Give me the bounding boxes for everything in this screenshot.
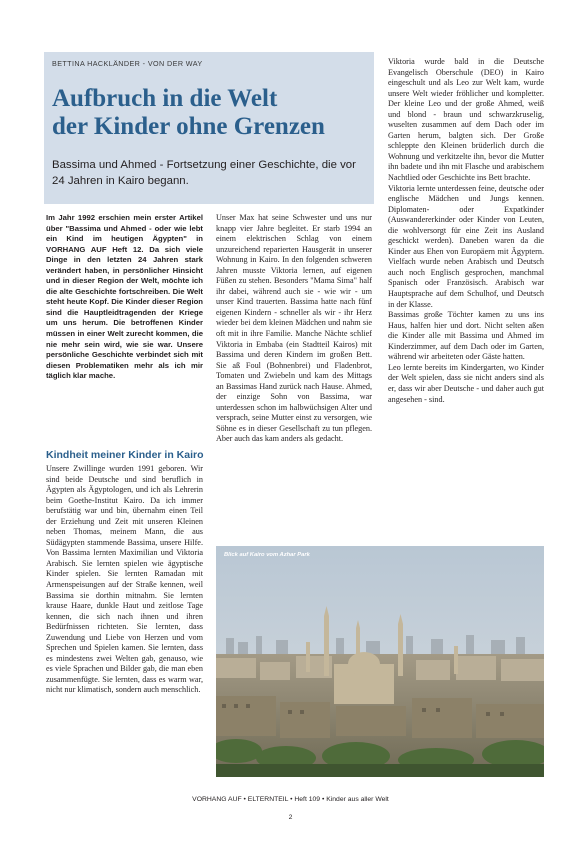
page-footer: VORHANG AUF • ELTERNTEIL • Heft 109 • Kinder aus aller Welt — [192, 796, 389, 803]
column-3-body — [388, 57, 544, 405]
author-line: BETTINA HACKLÄNDER - VON DER WAY — [52, 59, 203, 68]
column-2-text: Unser Max hat seine Schwester und uns nur knapp vier Jahre begleitet. Er starb 1994 an einem elektrischen Schlag von einem unzureichend reparierten Hausgerät in unserer Wohnung in Kairo. In den folgenden schweren Jahren musste Viktoria lernen, auf eigenen Füßen zu stehen. Besonders "Mama Sima" half ihr dabei, während auch sie - wie wir - um unser Kind trauerten. Bassima hatte nach fünf eigenen Kindern - schneller als wir - ihr Herz wieder bei dem kleinen Mädchen und nahm sie oft mit in ihre Familie. Manche Nächte schlief Viktoria in Embaba (ein Stadtteil Kairos) mit Bassima und deren Kindern im großen Bett. Sie aß Foul (Bohnenbrei) und Fladenbrot, Tomaten und Zwiebeln und kam des Mittags an Bassimas Hand zurück nach Hause. Ahmed, der einzige Sohn von Bassima, war unterdessen schon im halbwüchsigen Alter und versprach, seine Mutter einst zu versorgen, wie Söhne es in dieser Gesellschaft zu tun pflegen. Aber auch das kam anders als gedacht. — [216, 213, 372, 444]
section-heading: Kindheit meiner Kinder in Kairo — [46, 449, 204, 461]
photo-caption: Blick auf Kairo vom Azhar Park — [224, 552, 310, 558]
column-2-body — [216, 213, 372, 445]
column-3-paragraph-1: Viktoria wurde bald in die Deutsche Evangelisch Oberschule (DEO) in Kairo eingeschult und als Leo zur Welt kam, wurde unsere Welt wieder fröhlicher und kompletter. Der kleine Leo und der große Ahmed, weiß und blond - braun und schwarzkruselig, wuselten zusammen auf dem Dach oder im Garten herum, balgten sich. Der Große schleppte den Kleinen brüderlich durch die Wohnung und verkitzelte ihn, bevor die Mutter ihn badete und ihn mit Flasche und arabischem Nachtlied oder Geschichte ins Bett brachte. — [388, 57, 544, 183]
column-1-text: Unsere Zwillinge wurden 1991 geboren. Wir sind beide Deutsche und sind beruflich in Ägypten als Ägyptologen, und ich als Lehrerin beim Goethe-Institut Kairo. Da ich immer berufstätig war und bin, übernahm einen Teil der Erziehung und Zeit mit unseren Kleinen neben Thomas, meinem Mann, die aus Südägypten stammende Bassima, unsere Hilfe. Von Bassima lernten Maximilian und Viktoria Arabisch. Sie lernten spielen wie ägyptische Kinder spielen. Sie lernten Ramadan mit Armenspeisungen auf der Straße kennen, weil Bassima sie dorthin mitnahm. Sie lernten krause Haare, dunkle Haut und zeitlose Tage kennen, die sich nach ihnen und ihren Bedürfnissen richteten. Sie lernten, dass Zuwendung und Liebe von Herzen und vom Sprechen und Spielen kamen. Sie lernten, dass es mindestens zwei Welten gab, genauso, wie es viele Sprachen und Bilder gab, die man eben zusammenfügte. Sie lernten, dass es warm war, nicht nur klimatisch, sondern auch menschlich. — [46, 464, 203, 695]
article-subtitle: Bassima und Ahmed - Fortsetzung einer Geschichte, die vor 24 Jahren in Kairo begann. — [52, 159, 356, 187]
title-box — [44, 52, 374, 204]
title-line-2: der Kinder ohne Grenzen — [52, 113, 325, 140]
column-3-paragraph-4: Leo lernte bereits im Kindergarten, wo Kinder der Welt spielen, dass sie nicht anders sind als er, dass wir aber Deutsche - und daher auch gut angesehen - sind. — [388, 362, 544, 404]
article-title — [52, 85, 372, 141]
page-number: 2 — [288, 814, 293, 821]
cairo-cityscape-illustration — [216, 546, 544, 777]
column-3-paragraph-3: Bassimas große Töchter kamen zu uns ins Haus, halfen hier und dort. Nicht selten aßen die Kinder alle mit Bassima und Ahmed im Kinderzimmer, auf dem Dach oder im Garten, während wir arbeiteten oder Gäste hatten. — [388, 310, 544, 362]
column-1-body — [46, 464, 203, 696]
intro-paragraph — [46, 213, 203, 382]
column-3-paragraph-2: Viktoria lernte unterdessen feine, deutsche oder englische Mädchen und Jungs kennen. Diplomaten- oder Expatkinder (Auswandererkinder oder Kinder von Leuten, die wohlversorgt für eine Zeit ins Ausland geschickt werden). Daneben waren da die Kinder aus Ehen von Europäern mit Ägyptern. Vielfach wurde neben Arabisch und Deutsch auch noch Englisch gesprochen, manchmal Spanisch oder Französisch. Arabisch war Hauptsprache auf dem Schulhof, und Deutsch in der Klasse. — [388, 183, 544, 309]
intro-text: Im Jahr 1992 erschien mein erster Artikel über "Bassima und Ahmed - oder wie lebt ein Kind im heutigen Ägypten" in VORHANG AUF Heft 12. Da sich viele Dinge in den letzten 24 Jahren stark verändert haben, in persönlicher Hinsicht und in dieser Region der Welt, möchte ich die alte Geschichte fortschreiben. Die Welt steht heute Kopf. Die Kinder dieser Region sind die Hauptleidtragenden der Kriege um uns herum. Die betroffenen Kinder müssen in einer Welt zurecht kommen, die nie mehr sein wird, wie sie war. Unsere persönliche Geschichte verbindet sich mit diesen Problematiken mehr als ich mir täglich klar mache. — [46, 213, 203, 381]
cairo-photo — [216, 546, 544, 777]
title-line-1: Aufbruch in die Welt — [52, 85, 278, 112]
